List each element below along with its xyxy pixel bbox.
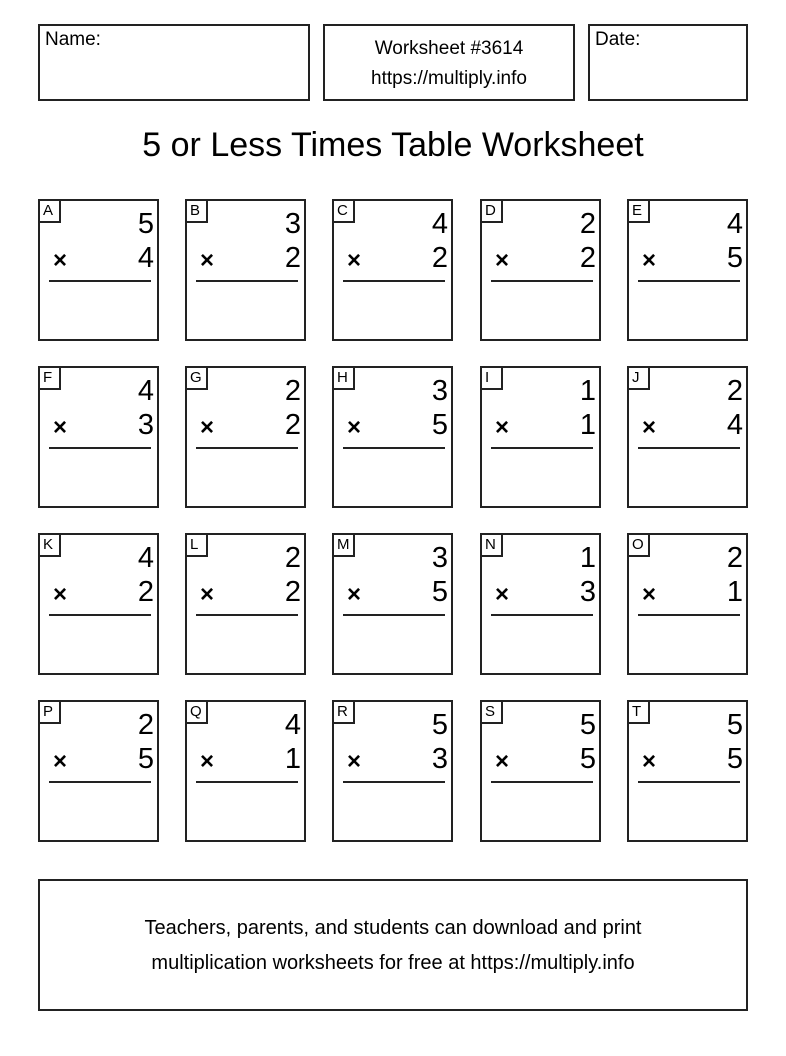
problem-box xyxy=(627,366,748,508)
multiplicand: 2 xyxy=(579,208,596,240)
multiply-sign-icon: × xyxy=(347,748,362,775)
problem-box xyxy=(185,700,306,842)
multiplicand: 5 xyxy=(137,208,154,240)
multiplier: 1 xyxy=(284,743,301,775)
problem-box xyxy=(332,533,453,675)
multiply-sign-icon: × xyxy=(642,748,657,775)
multiply-sign-icon: × xyxy=(53,748,68,775)
page-title: 5 or Less Times Table Worksheet xyxy=(142,126,644,164)
answer-line xyxy=(49,614,151,616)
problem-box xyxy=(38,533,159,675)
multiplier: 5 xyxy=(137,743,154,775)
problem-box xyxy=(332,366,453,508)
problem-box xyxy=(480,700,601,842)
answer-line xyxy=(343,614,445,616)
problem-box xyxy=(38,199,159,341)
multiplicand: 4 xyxy=(431,208,448,240)
multiply-sign-icon: × xyxy=(642,581,657,608)
problem-box xyxy=(185,366,306,508)
multiply-sign-icon: × xyxy=(53,414,68,441)
multiplier: 3 xyxy=(579,576,596,608)
multiplier: 5 xyxy=(579,743,596,775)
multiplier: 2 xyxy=(137,576,154,608)
problem-box xyxy=(627,533,748,675)
multiplicand: 4 xyxy=(137,375,154,407)
problem-label: E xyxy=(627,199,650,223)
problem-label: C xyxy=(332,199,355,223)
answer-line xyxy=(196,280,298,282)
multiply-sign-icon: × xyxy=(495,247,510,274)
multiply-sign-icon: × xyxy=(53,581,68,608)
multiply-sign-icon: × xyxy=(53,247,68,274)
answer-line xyxy=(49,280,151,282)
problem-label: R xyxy=(332,700,355,724)
multiplicand: 2 xyxy=(284,375,301,407)
problem-label: M xyxy=(332,533,355,557)
multiplier: 1 xyxy=(579,409,596,441)
multiplicand: 3 xyxy=(284,208,301,240)
problem-label: Q xyxy=(185,700,208,724)
worksheet-info-box xyxy=(323,24,575,101)
problem-box xyxy=(38,700,159,842)
multiplicand: 2 xyxy=(726,542,743,574)
name-field-box xyxy=(38,24,310,101)
multiply-sign-icon: × xyxy=(495,581,510,608)
multiplier: 5 xyxy=(431,409,448,441)
multiplier: 2 xyxy=(284,242,301,274)
multiplicand: 5 xyxy=(431,709,448,741)
multiplicand: 5 xyxy=(579,709,596,741)
multiply-sign-icon: × xyxy=(200,748,215,775)
problem-label: K xyxy=(38,533,61,557)
multiplier: 2 xyxy=(284,409,301,441)
problem-label: B xyxy=(185,199,208,223)
multiplicand: 4 xyxy=(726,208,743,240)
problem-label: I xyxy=(480,366,503,390)
footer-box xyxy=(38,879,748,1011)
multiplier: 1 xyxy=(726,576,743,608)
multiplier: 5 xyxy=(726,242,743,274)
problem-label: G xyxy=(185,366,208,390)
multiplicand: 4 xyxy=(137,542,154,574)
multiplicand: 3 xyxy=(431,375,448,407)
multiplier: 4 xyxy=(726,409,743,441)
problem-box xyxy=(38,366,159,508)
multiplicand: 3 xyxy=(431,542,448,574)
answer-line xyxy=(491,447,593,449)
multiplier: 4 xyxy=(137,242,154,274)
multiplicand: 2 xyxy=(726,375,743,407)
problem-label: P xyxy=(38,700,61,724)
footer-line-2: multiplication worksheets for free at https://multiply.info xyxy=(151,952,635,974)
multiplier: 5 xyxy=(431,576,448,608)
problem-box xyxy=(185,199,306,341)
problem-label: A xyxy=(38,199,61,223)
answer-line xyxy=(491,614,593,616)
problem-box xyxy=(480,533,601,675)
answer-line xyxy=(196,614,298,616)
multiply-sign-icon: × xyxy=(642,414,657,441)
problem-label: O xyxy=(627,533,650,557)
answer-line xyxy=(491,280,593,282)
multiplicand: 1 xyxy=(579,375,596,407)
multiplier: 3 xyxy=(137,409,154,441)
worksheet-number: Worksheet #3614 xyxy=(374,38,524,59)
answer-line xyxy=(638,781,740,783)
multiplier: 2 xyxy=(284,576,301,608)
multiply-sign-icon: × xyxy=(642,247,657,274)
problem-label: S xyxy=(480,700,503,724)
multiply-sign-icon: × xyxy=(347,247,362,274)
answer-line xyxy=(638,280,740,282)
answer-line xyxy=(343,280,445,282)
problem-label: D xyxy=(480,199,503,223)
multiply-sign-icon: × xyxy=(200,247,215,274)
problem-box xyxy=(332,199,453,341)
multiplicand: 2 xyxy=(284,542,301,574)
worksheet-url: https://multiply.info xyxy=(371,68,527,89)
problem-label: L xyxy=(185,533,208,557)
problem-label: T xyxy=(627,700,650,724)
problem-label: H xyxy=(332,366,355,390)
problem-label: N xyxy=(480,533,503,557)
problem-label: J xyxy=(627,366,650,390)
answer-line xyxy=(49,781,151,783)
date-label: Date: xyxy=(595,29,641,50)
name-label: Name: xyxy=(45,29,101,50)
date-field-box xyxy=(588,24,748,101)
multiplicand: 4 xyxy=(284,709,301,741)
multiplicand: 5 xyxy=(726,709,743,741)
problem-box xyxy=(480,199,601,341)
multiply-sign-icon: × xyxy=(200,414,215,441)
answer-line xyxy=(343,781,445,783)
multiplicand: 1 xyxy=(579,542,596,574)
multiplier: 5 xyxy=(726,743,743,775)
answer-line xyxy=(49,447,151,449)
answer-line xyxy=(196,781,298,783)
multiply-sign-icon: × xyxy=(495,414,510,441)
answer-line xyxy=(638,614,740,616)
problem-box xyxy=(480,366,601,508)
multiplier: 2 xyxy=(579,242,596,274)
multiplier: 3 xyxy=(431,743,448,775)
answer-line xyxy=(343,447,445,449)
multiply-sign-icon: × xyxy=(347,414,362,441)
multiply-sign-icon: × xyxy=(495,748,510,775)
multiplicand: 2 xyxy=(137,709,154,741)
problem-label: F xyxy=(38,366,61,390)
answer-line xyxy=(638,447,740,449)
problem-box xyxy=(627,700,748,842)
multiply-sign-icon: × xyxy=(347,581,362,608)
footer-line-1: Teachers, parents, and students can download and print xyxy=(144,917,642,939)
answer-line xyxy=(196,447,298,449)
problem-box xyxy=(627,199,748,341)
answer-line xyxy=(491,781,593,783)
problem-box xyxy=(185,533,306,675)
multiply-sign-icon: × xyxy=(200,581,215,608)
problem-box xyxy=(332,700,453,842)
multiplier: 2 xyxy=(431,242,448,274)
